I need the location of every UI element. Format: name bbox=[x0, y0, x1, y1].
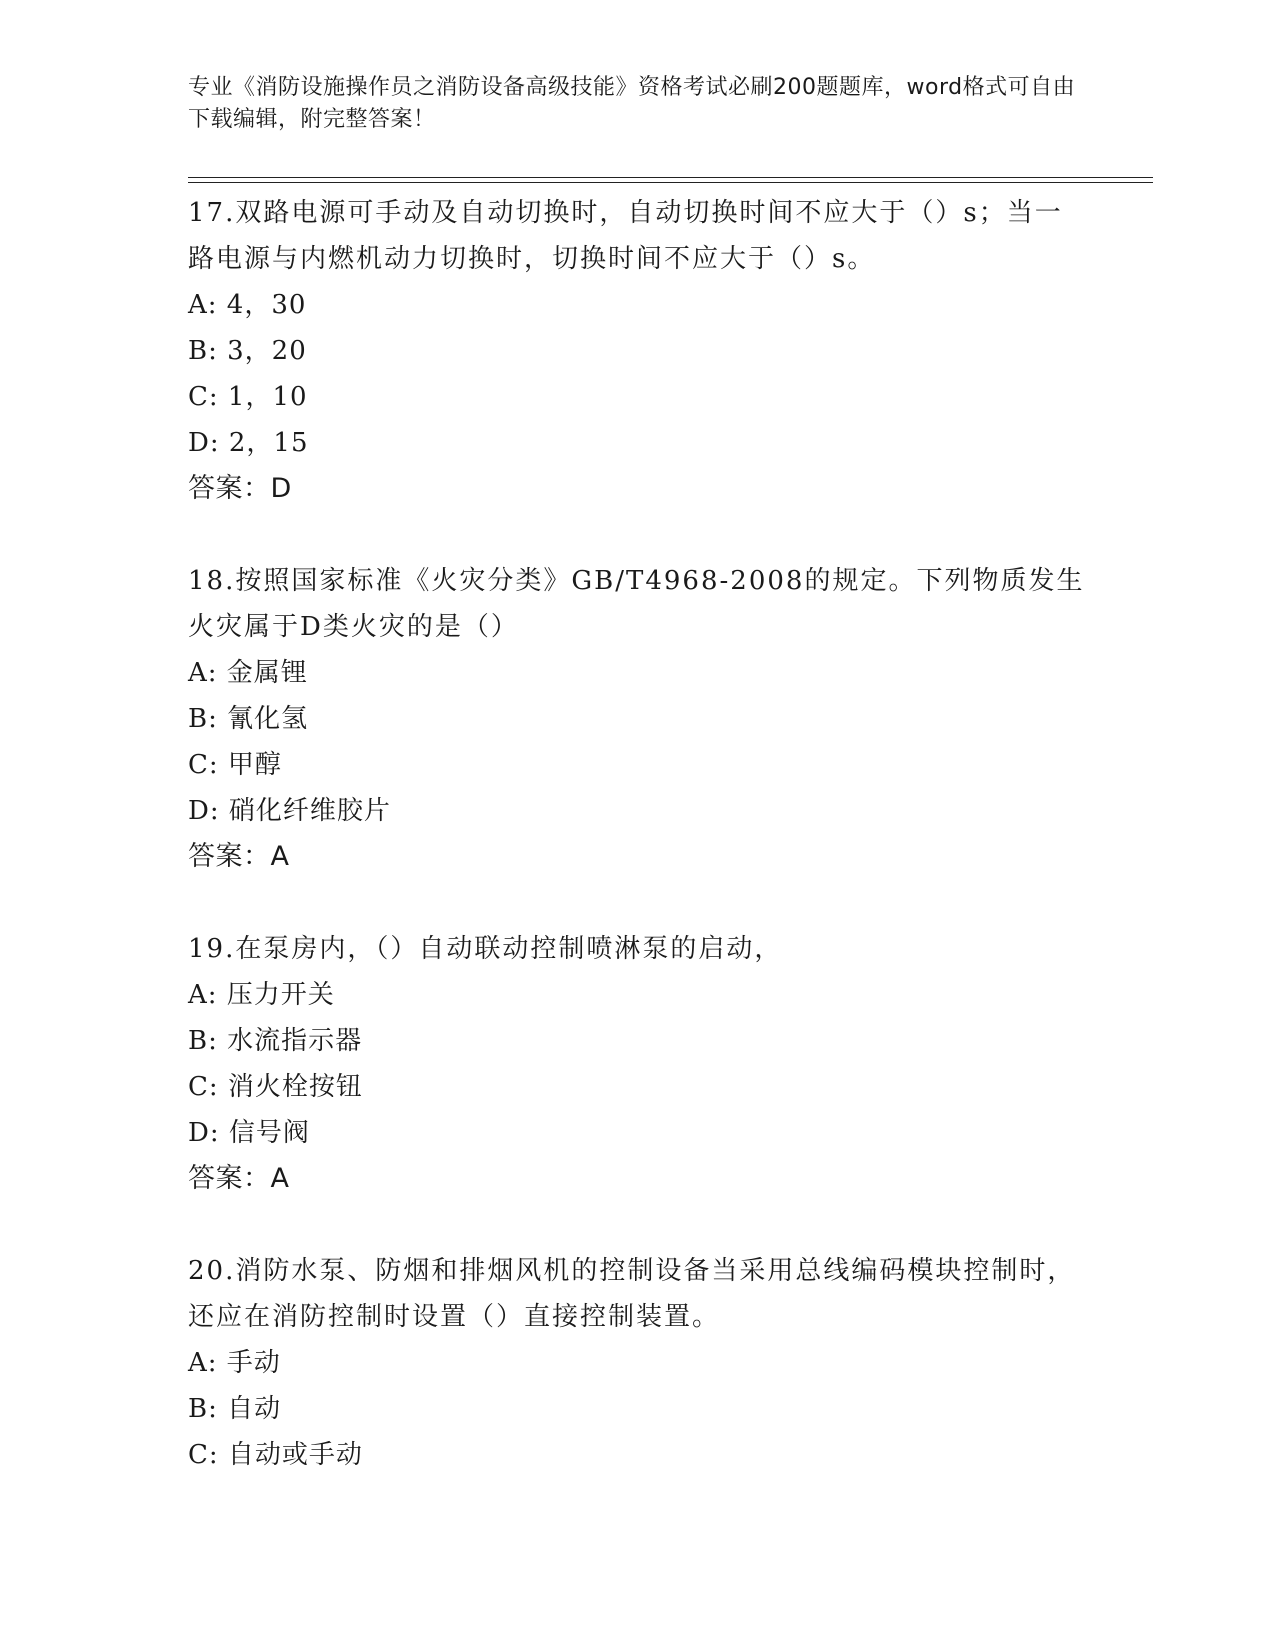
option-b: B: 3，20 bbox=[188, 336, 307, 366]
option-c: C: 消火栓按钮 bbox=[188, 1072, 363, 1102]
option-b: B: 水流指示器 bbox=[188, 1026, 363, 1056]
option-d: D: 2，15 bbox=[188, 428, 309, 458]
option-c: C: 自动或手动 bbox=[188, 1440, 363, 1470]
question-spacer bbox=[188, 880, 1088, 926]
option-d: D: 硝化纤维胶片 bbox=[188, 796, 391, 826]
question-list bbox=[188, 190, 1088, 1478]
option-b: B: 氰化氢 bbox=[188, 704, 309, 734]
question-stem: 17.双路电源可手动及自动切换时，自动切换时间不应大于（）s；当一路电源与内燃机动力切换时，切换时间不应大于（）s。 bbox=[188, 198, 1063, 274]
question-stem: 19.在泵房内，（）自动联动控制喷淋泵的启动， bbox=[188, 934, 783, 964]
option-a: A: 金属锂 bbox=[188, 658, 308, 688]
question-spacer bbox=[188, 1202, 1088, 1248]
question-stem: 20.消防水泵、防烟和排烟风机的控制设备当采用总线编码模块控制时，还应在消防控制时设置（）直接控制装置。 bbox=[188, 1256, 1076, 1332]
header-rule-top bbox=[188, 177, 1153, 178]
answer: 答案：A bbox=[188, 1163, 290, 1194]
answer: 答案：D bbox=[188, 473, 292, 504]
option-b: B: 自动 bbox=[188, 1394, 282, 1424]
answer: 答案：A bbox=[188, 841, 290, 872]
document-header: 专业《消防设施操作员之消防设备高级技能》资格考试必刷200题题库，word格式可自由下载编辑，附完整答案！ bbox=[188, 75, 1076, 132]
question-19 bbox=[188, 926, 1088, 1202]
question-stem: 18.按照国家标准《火灾分类》GB/T4968-2008的规定。下列物质发生火灾属于D类火灾的是（） bbox=[188, 566, 1085, 642]
question-18 bbox=[188, 558, 1088, 880]
question-17 bbox=[188, 190, 1088, 512]
question-20 bbox=[188, 1248, 1088, 1478]
option-a: A: 4，30 bbox=[188, 290, 307, 320]
option-c: C: 甲醇 bbox=[188, 750, 282, 780]
option-d: D: 信号阀 bbox=[188, 1118, 310, 1148]
question-spacer bbox=[188, 512, 1088, 558]
header-rule-bottom bbox=[188, 182, 1153, 183]
option-c: C: 1，10 bbox=[188, 382, 308, 412]
option-a: A: 手动 bbox=[188, 1348, 281, 1378]
option-a: A: 压力开关 bbox=[188, 980, 335, 1010]
